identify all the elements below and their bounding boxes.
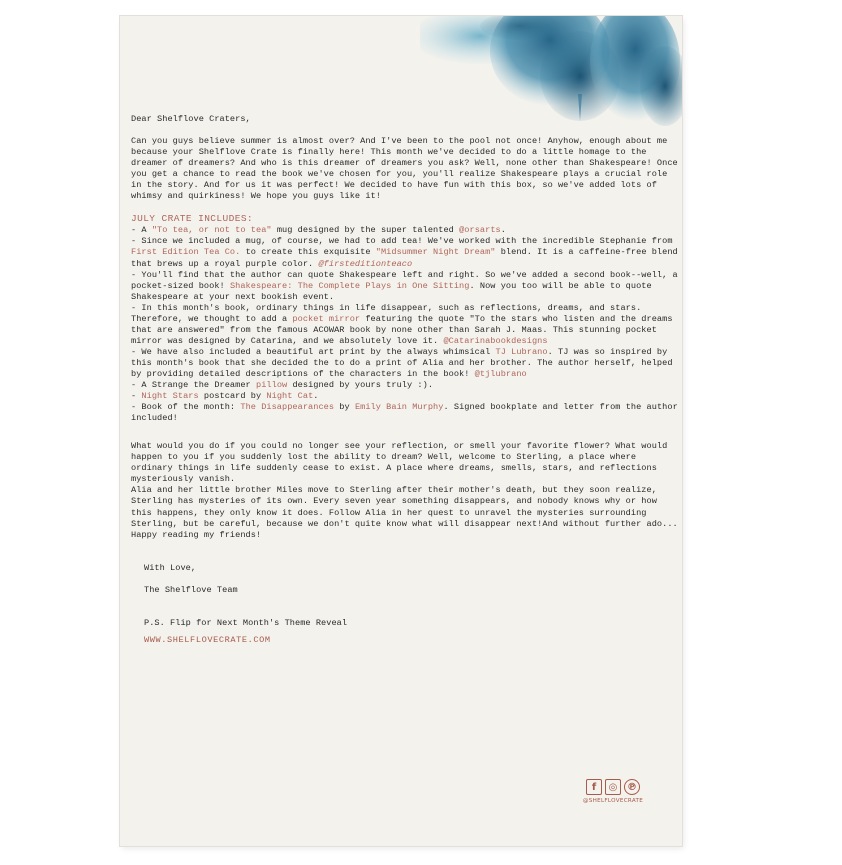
letter-body [131,114,679,646]
synopsis-paragraph: What would you do if you could no longer see your reflection, or smell your favorite flower? What would happen to you if you suddenly lost the ability to dream? Well, welcome to Sterling, a place where ordinary things in life suddenly cease to exist. A place where dreams, smells, stars, and reflections mysteriously vanish. [131,441,668,485]
handle-link: @tjlubrano [474,368,527,379]
closing: With Love, [144,562,197,573]
website-link[interactable]: WWW.SHELFLOVECRATE.COM [144,634,271,645]
list-item: - Since we included a mug, of course, we had to add tea! We've worked with the incredible Stephanie from First Edition Tea Co. to create this exquisite "Midsummer Night Dream" blend. It is a caffeine-free blend that brews up a royal purple color. @firsteditionteaco [131,236,678,269]
handle-link: @Catarinabookdesigns [443,335,548,346]
list-item: - We have also included a beautiful art print by the always whimsical TJ Lubrano. TJ was so inspired by this month's book that she decided the to do a print of Alia and her brother. The author herself, helped by providing detailed descriptions of the characters in the book! @tjlubrano [131,346,673,379]
list-item: - A Strange the Dreamer pillow designed by yours truly :). [131,380,434,391]
instagram-icon[interactable]: ◎ [605,779,621,795]
list-item: - Book of the month: The Disappearances by Emily Bain Murphy. Signed bookplate and letter from the author included! [131,402,678,424]
letter-card [120,16,682,846]
handle-link: @firsteditionteaco [318,258,413,269]
facebook-icon[interactable]: f [586,779,602,795]
includes-heading: JULY CRATE INCLUDES: [131,213,254,225]
salutation: Dear Shelflove Craters, [131,114,251,124]
list-item: - A "To tea, or not to tea" mug designed by the super talented @orsarts. [131,225,506,236]
list-item: - In this month's book, ordinary things in life disappear, such as reflections, dreams, and stars. Therefore, we thought to add a pocket mirror featuring the quote "To the stars who listen and the dreams that are answered" from the famous ACOWAR book by none other than Sarah J. Maas. This stunning pocket mirror was designed by Catarina, and we absolutely love it. @Catarinabookdesigns [131,302,673,346]
list-item: - Night Stars postcard by Night Cat. [131,391,319,402]
synopsis-paragraph: Alia and her little brother Miles move to Sterling after their mother's death, but they soon realize, Sterling has mysteries of its own. Every seven year something disappears, and nobody knows why or how this happens, they only know it does. Follow Alia in her quest to unravel the mysteries surrounding Sterling, but be careful, because we don't quite know what will disappear next!And without further ado... Happy reading my friends! [131,485,678,540]
signature: The Shelflove Team [144,584,238,595]
pinterest-icon[interactable]: ℗ [624,779,640,795]
handle-link: @orsarts [459,225,501,236]
social-block [578,779,648,804]
watercolor-splash [420,16,682,126]
postscript: P.S. Flip for Next Month's Theme Reveal [144,617,348,628]
social-handle: @SHELFLOVECRATE [582,798,644,804]
intro-paragraph: Can you guys believe summer is almost over? And I've been to the pool not once! Anyhow, enough about me because your Shelflove Crate is finally here! This month we've decided to do a little homage to the dreamer of dreamers? And who is this dreamer of dreamers you ask? Well, none other than Shakespeare! Once you get a chance to read the book we've chosen for you, you'll realize Shakespeare plays a crucial role in the story. And for us it was perfect! We decided to have fun with this box, so we've added lots of whimsy and quirkiness! We hope you guys like it! [131,136,678,202]
list-item: - You'll find that the author can quote Shakespeare left and right. So we've added a second book--well, a pocket-sized book! Shakespeare: The Complete Plays in One Sitting. Now you too will be able to quote Shakespeare at your next bookish event. [131,269,678,302]
